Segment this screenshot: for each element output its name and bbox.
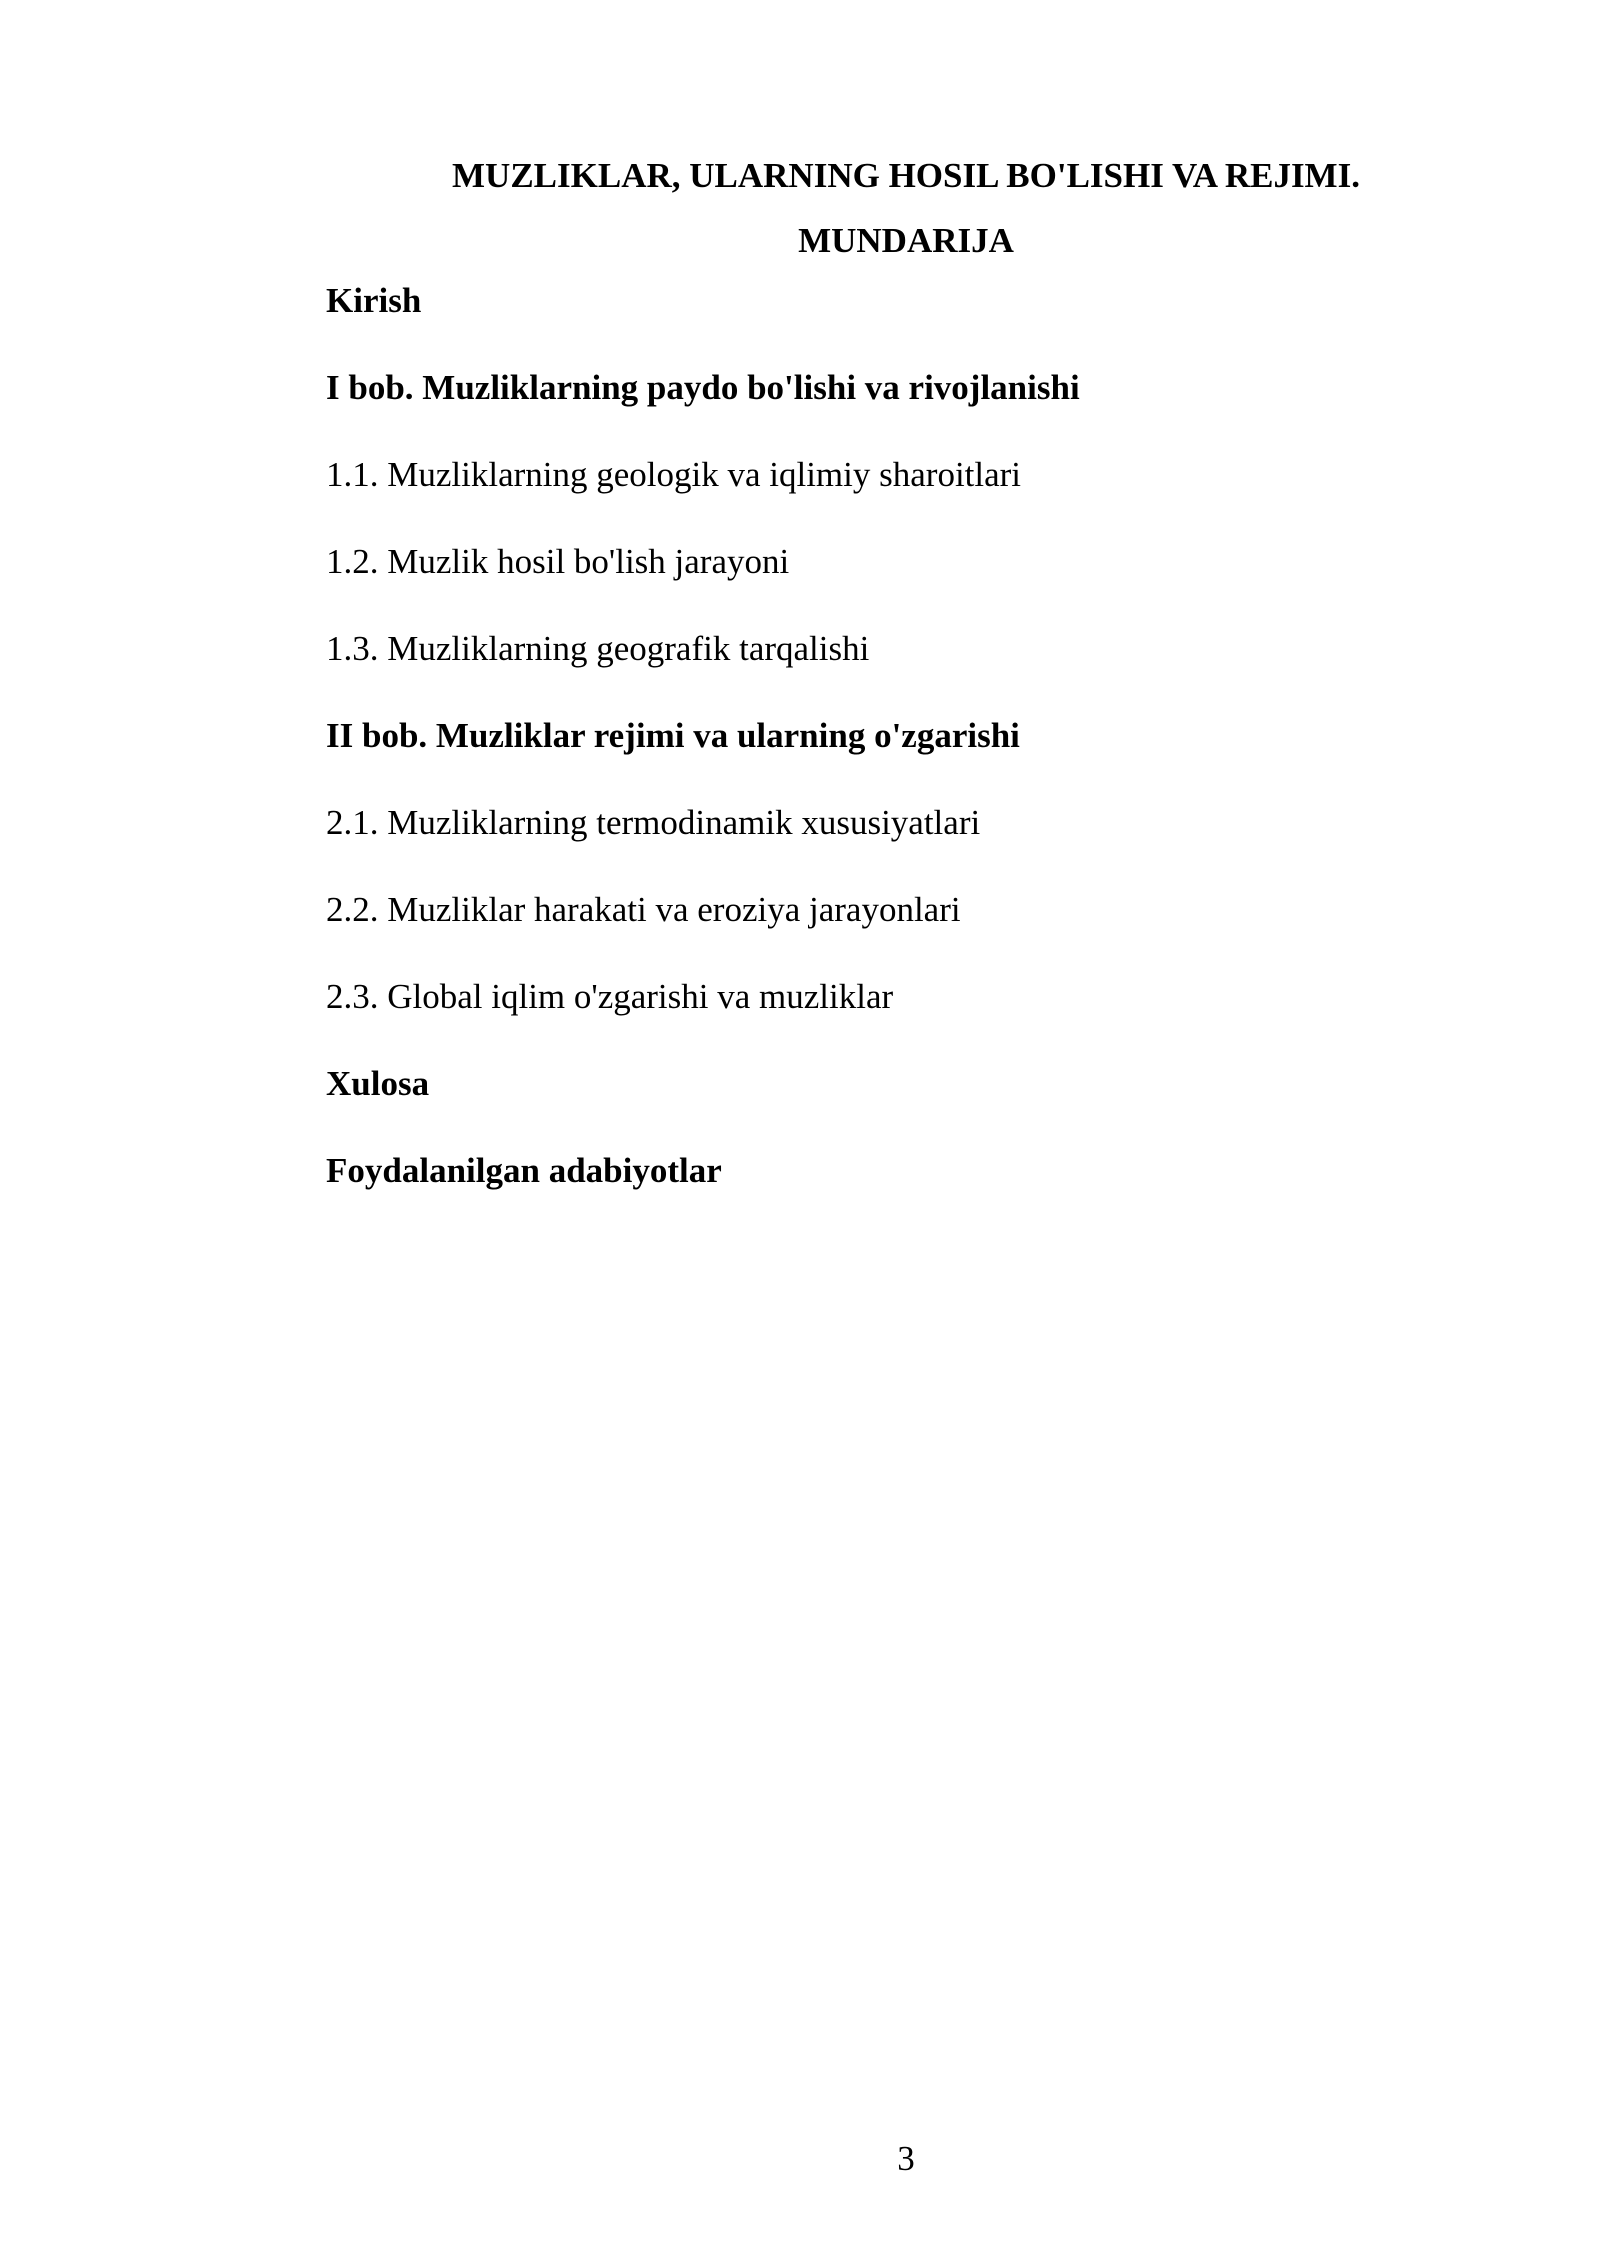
toc-heading: MUNDARIJA — [798, 221, 1014, 260]
document-title: MUZLIKLAR, ULARNING HOSIL BO'LISHI VA REJIMI. — [452, 156, 1360, 195]
toc-item-1-3: 1.3. Muzliklarning geografik tarqalishi — [326, 629, 870, 668]
toc-item-1-2: 1.2. Muzlik hosil bo'lish jarayoni — [326, 542, 790, 581]
toc-item-2-1: 2.1. Muzliklarning termodinamik xususiyatlari — [326, 803, 981, 842]
table-of-contents — [326, 283, 1486, 1240]
toc-item-chapter-2: II bob. Muzliklar rejimi va ularning o'zgarishi — [326, 716, 1020, 755]
toc-item-1-1: 1.1. Muzliklarning geologik va iqlimiy sharoitlari — [326, 455, 1022, 494]
toc-item-kirish: Kirish — [326, 281, 422, 320]
toc-item-2-2: 2.2. Muzliklar harakati va eroziya jarayonlari — [326, 890, 961, 929]
toc-item-xulosa: Xulosa — [326, 1064, 430, 1103]
toc-item-2-3: 2.3. Global iqlim o'zgarishi va muzliklar — [326, 977, 894, 1016]
toc-item-references: Foydalanilgan adabiyotlar — [326, 1151, 722, 1190]
toc-item-chapter-1: I bob. Muzliklarning paydo bo'lishi va rivojlanishi — [326, 368, 1080, 407]
page-number: 3 — [897, 2139, 915, 2178]
